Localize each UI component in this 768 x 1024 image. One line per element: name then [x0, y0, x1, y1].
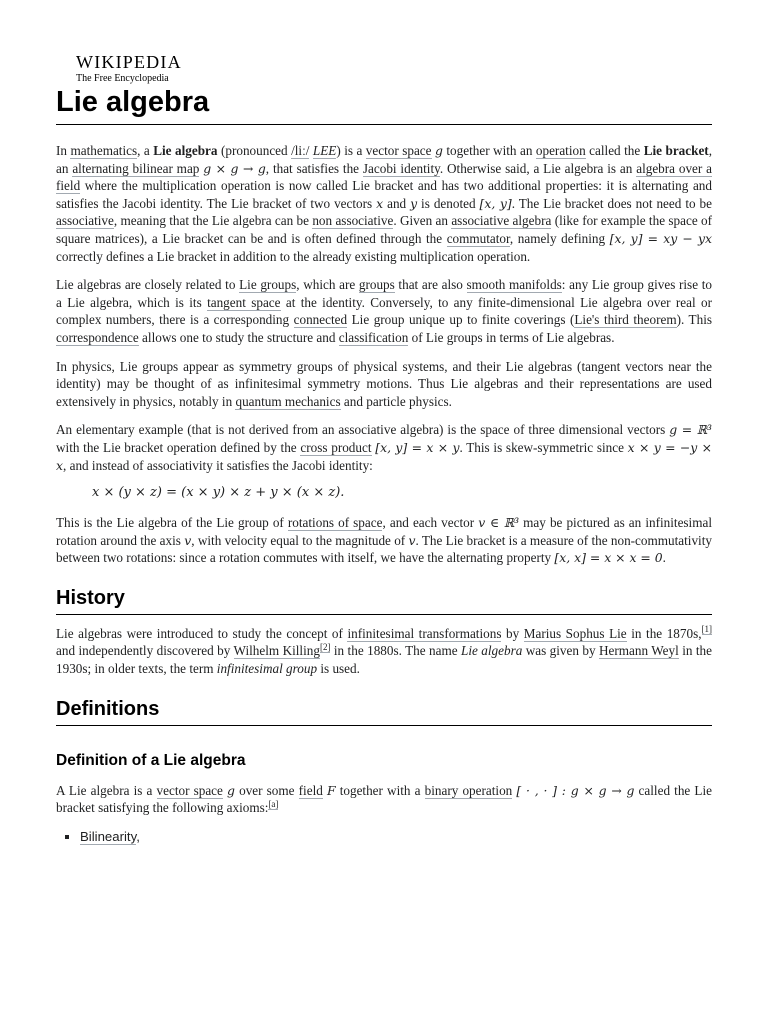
bold-term: Lie bracket — [643, 143, 709, 158]
definition-paragraph: A Lie algebra is a vector space g over some field F together with a binary operation [ · , · ] : g × g → g called the Lie bracket satisfying the following axioms:[a] — [56, 782, 712, 816]
link-correspondence[interactable]: correspondence — [56, 329, 139, 345]
math-expression: g — [434, 143, 443, 158]
intro-paragraph-2: Lie algebras are closely related to Lie groups, which are groups that are also smooth manifolds: any Lie group gives rise to a Lie algebra, which is its tangent space at the identity. Conversely, to any finite-dimensional Lie algebra over real or complex numbers, there is a corresponding connected Lie group unique up to finite coverings (Lie's third theorem). This correspondence allows one to study the structure and classification of Lie groups in terms of Lie algebras. — [56, 277, 713, 345]
math-expression: [x, y] = x × y — [375, 439, 460, 455]
link-quantum-mechanics[interactable]: quantum mechanics — [235, 393, 341, 409]
link-rotations-of-space[interactable]: rotations of space — [287, 515, 383, 531]
math-expression: x — [376, 195, 384, 211]
page-title: Lie algebra — [56, 84, 712, 125]
link-field[interactable]: field — [298, 782, 323, 798]
citation-ref[interactable]: [a] — [268, 798, 279, 809]
citation-ref[interactable]: [2] — [319, 642, 331, 653]
link-vector-space[interactable]: vector space — [156, 782, 223, 798]
logo-wordmark: WIKIPEDIA — [76, 52, 182, 72]
axioms-list — [56, 828, 712, 846]
link-mathematics[interactable]: mathematics — [70, 143, 138, 158]
math-expression: v — [408, 532, 416, 548]
link-tangent-space[interactable]: tangent space — [207, 294, 281, 310]
link-operation[interactable]: operation — [535, 143, 586, 158]
math-expression: y — [410, 195, 418, 211]
wikipedia-logo[interactable] — [76, 52, 182, 85]
link-lee[interactable]: LEE — [312, 143, 337, 158]
math-expression: v — [184, 532, 192, 548]
definition-subheading: Definition of a Lie algebra — [56, 751, 246, 769]
math-expression: g = ℝ³ — [669, 422, 712, 438]
link-binary-operation[interactable]: binary operation — [424, 782, 513, 798]
link-groups[interactable]: groups — [358, 277, 395, 293]
link-bilinearity[interactable]: Bilinearity — [80, 828, 137, 844]
link-smooth-manifolds[interactable]: smooth manifolds — [466, 277, 562, 293]
link-jacobi-identity[interactable]: Jacobi identity — [362, 160, 440, 176]
math-expression: [x, x] = x × x = 0 — [554, 550, 663, 566]
bold-term: Lie algebra — [153, 143, 218, 158]
link-lie-groups[interactable]: Lie groups — [239, 277, 297, 293]
citation-ref[interactable]: [1] — [701, 624, 712, 635]
link-classification[interactable]: classification — [338, 329, 409, 345]
math-expression: [ · , · ] : g × g → g — [516, 782, 635, 798]
link-commutator[interactable]: commutator — [446, 230, 510, 246]
math-expression: F — [326, 782, 336, 798]
link-marius-sophus-lie[interactable]: Marius Sophus Lie — [523, 625, 627, 641]
link-alternating-bilinear-map[interactable]: alternating bilinear map — [72, 160, 200, 176]
intro-paragraph-5: This is the Lie algebra of the Lie group of rotations of space, and each vector v ∈ ℝ³ may be pictured as an infinitesimal rotation around the axis v, with velocity equal to the magnitude of v. The Lie bracket is a measure of the non-commutativity between two rotations: since a rotation commutes with itself, we have the alternating property [x, x] = x × x = 0. — [56, 515, 712, 566]
jacobi-identity-formula: x × (y × z) = (x × y) × z + y × (x × z). — [92, 485, 345, 501]
definitions-heading: Definitions — [56, 696, 712, 726]
link-algebra-over-a-field[interactable]: algebra over a field — [56, 160, 713, 194]
link-wilhelm-killing[interactable]: Wilhelm Killing — [233, 643, 320, 659]
article-content — [56, 142, 712, 846]
history-paragraph: Lie algebras were introduced to study the concept of infinitesimal transformations by Marius Sophus Lie in the 1870s,[1] and independently discovered by Wilhelm Killing[2] in the 1880s. The name Lie algebra was given by Hermann Weyl in the 1930s; in older texts, the term infinitesimal group is used. — [56, 624, 713, 677]
logo-tagline: The Free Encyclopedia — [76, 73, 169, 84]
link-associative[interactable]: associative — [56, 213, 114, 229]
history-heading: History — [56, 585, 712, 615]
intro-paragraph-1: In mathematics, a Lie algebra (pronounced /liː/ LEE) is a vector space g together with an operation called the Lie bracket, an alternating bilinear map g × g → g, that satisfies the Jacobi identity. Otherwise said, a Lie algebra is an algebra over a field where the multiplication operation is now called Lie bracket and has two additional properties: it is alternating and satisfies the Jacobi identity. The Lie bracket of two vectors x and y is denoted [x, y]. The Lie bracket does not need to be associative, meaning that the Lie algebra can be non associative. Given an associative algebra (like for example the space of square matrices), a Lie bracket can be and is often defined through the commutator, namely defining [x, y] = xy − yx correctly defines a Lie bracket in addition to the already existing multiplication operation. — [56, 143, 713, 264]
math-expression: [x, y] = xy − yx — [609, 230, 712, 246]
intro-paragraph-3: In physics, Lie groups appear as symmetry groups of physical systems, and their Lie algebras (tangent vectors near the identity) may be thought of as infinitesimal symmetry motions. Thus Lie algebras and their representations are used extensively in physics, notably in quantum mechanics and particle physics. — [56, 358, 712, 409]
link-lie-s-third-theorem[interactable]: Lie's third theorem — [574, 312, 677, 328]
intro-paragraph-4: An elementary example (that is not derived from an associative algebra) is the space of three dimensional vectors g = ℝ³ with the Lie bracket operation defined by the cross product [x, y] = x × y. This is skew-symmetric since x × y = −y × x, and instead of associativity it satisfies the Jacobi identity: — [56, 422, 713, 473]
math-expression: g — [227, 782, 235, 798]
link-associative-algebra[interactable]: associative algebra — [451, 213, 552, 229]
math-expression: x × y = −y × x — [56, 439, 713, 473]
italic-term: Lie algebra — [461, 643, 523, 659]
link-non-associative[interactable]: non associative — [312, 213, 394, 229]
link-cross-product[interactable]: cross product — [300, 439, 372, 455]
link-connected[interactable]: connected — [293, 312, 348, 328]
math-expression: [x, y] — [479, 195, 512, 211]
math-expression: g × g → g — [203, 160, 266, 176]
italic-term: infinitesimal group — [216, 661, 318, 677]
link-infinitesimal-transformations[interactable]: infinitesimal transformations — [347, 625, 502, 641]
link-hermann-weyl[interactable]: Hermann Weyl — [599, 643, 679, 659]
math-expression: v ∈ ℝ³ — [478, 515, 520, 531]
axiom-item: ▪ Bilinearity, — [80, 828, 712, 846]
link-li[interactable]: /liː/ — [291, 143, 310, 158]
link-vector-space[interactable]: vector space — [365, 143, 432, 158]
